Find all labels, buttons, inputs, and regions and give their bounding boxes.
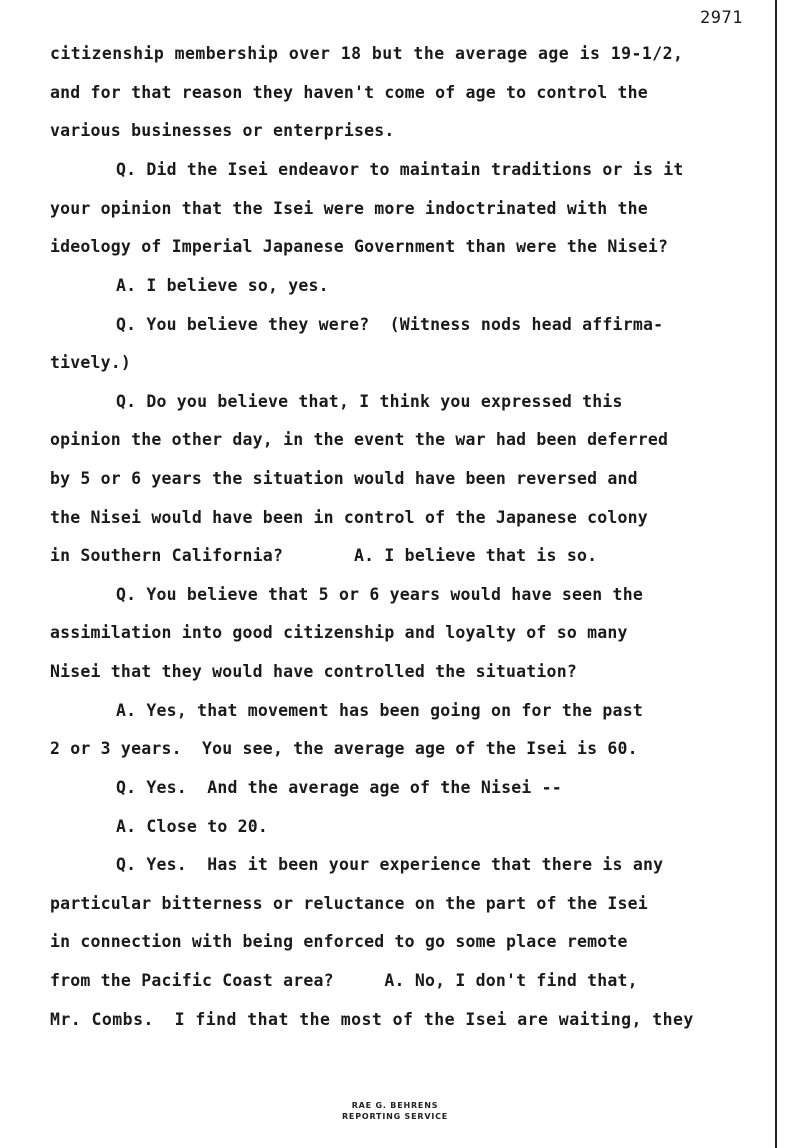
text-line: Mr. Combs. I find that the most of the Isei are waiting, they xyxy=(50,1010,694,1029)
text-line: in connection with being enforced to go some place remote xyxy=(50,932,628,951)
text-line: 2 or 3 years. You see, the average age of the Isei is 60. xyxy=(50,739,638,758)
text-line: A. Yes, that movement has been going on for the past xyxy=(116,701,643,720)
reporter-footer xyxy=(300,1100,490,1122)
text-line: Q. Do you believe that, I think you expressed this xyxy=(116,392,623,411)
page-number: 2971 xyxy=(700,8,743,28)
text-line: A. Close to 20. xyxy=(116,817,269,836)
text-line: ideology of Imperial Japanese Government than were the Nisei? xyxy=(50,237,669,256)
text-line: tively.) xyxy=(50,353,132,372)
text-line: in Southern California? A. I believe that is so. xyxy=(50,546,598,565)
text-line: A. I believe so, yes. xyxy=(116,276,329,295)
text-line: Q. Yes. And the average age of the Nisei -- xyxy=(116,778,562,797)
text-line: by 5 or 6 years the situation would have been reversed and xyxy=(50,469,638,488)
footer-service: REPORTING SERVICE xyxy=(341,1112,449,1121)
text-line: opinion the other day, in the event the war had been deferred xyxy=(50,430,669,449)
text-line: citizenship membership over 18 but the average age is 19-1/2, xyxy=(50,44,684,63)
text-line: assimilation into good citizenship and loyalty of so many xyxy=(50,623,628,642)
text-line: various businesses or enterprises. xyxy=(50,121,395,140)
text-line: Q. You believe they were? (Witness nods head affirma- xyxy=(116,315,664,334)
text-line: particular bitterness or reluctance on the part of the Isei xyxy=(50,894,648,913)
margin-rule xyxy=(775,0,777,1148)
text-line: the Nisei would have been in control of the Japanese colony xyxy=(50,508,648,527)
text-line: and for that reason they haven't come of age to control the xyxy=(50,83,648,102)
text-line: Nisei that they would have controlled the situation? xyxy=(50,662,577,681)
text-line: from the Pacific Coast area? A. No, I don't find that, xyxy=(50,971,638,990)
text-line: Q. You believe that 5 or 6 years would have seen the xyxy=(116,585,643,604)
footer-name: RAE G. BEHRENS xyxy=(351,1101,439,1110)
text-line: your opinion that the Isei were more indoctrinated with the xyxy=(50,199,648,218)
text-line: Q. Did the Isei endeavor to maintain traditions or is it xyxy=(116,160,684,179)
text-line: Q. Yes. Has it been your experience that there is any xyxy=(116,855,664,874)
